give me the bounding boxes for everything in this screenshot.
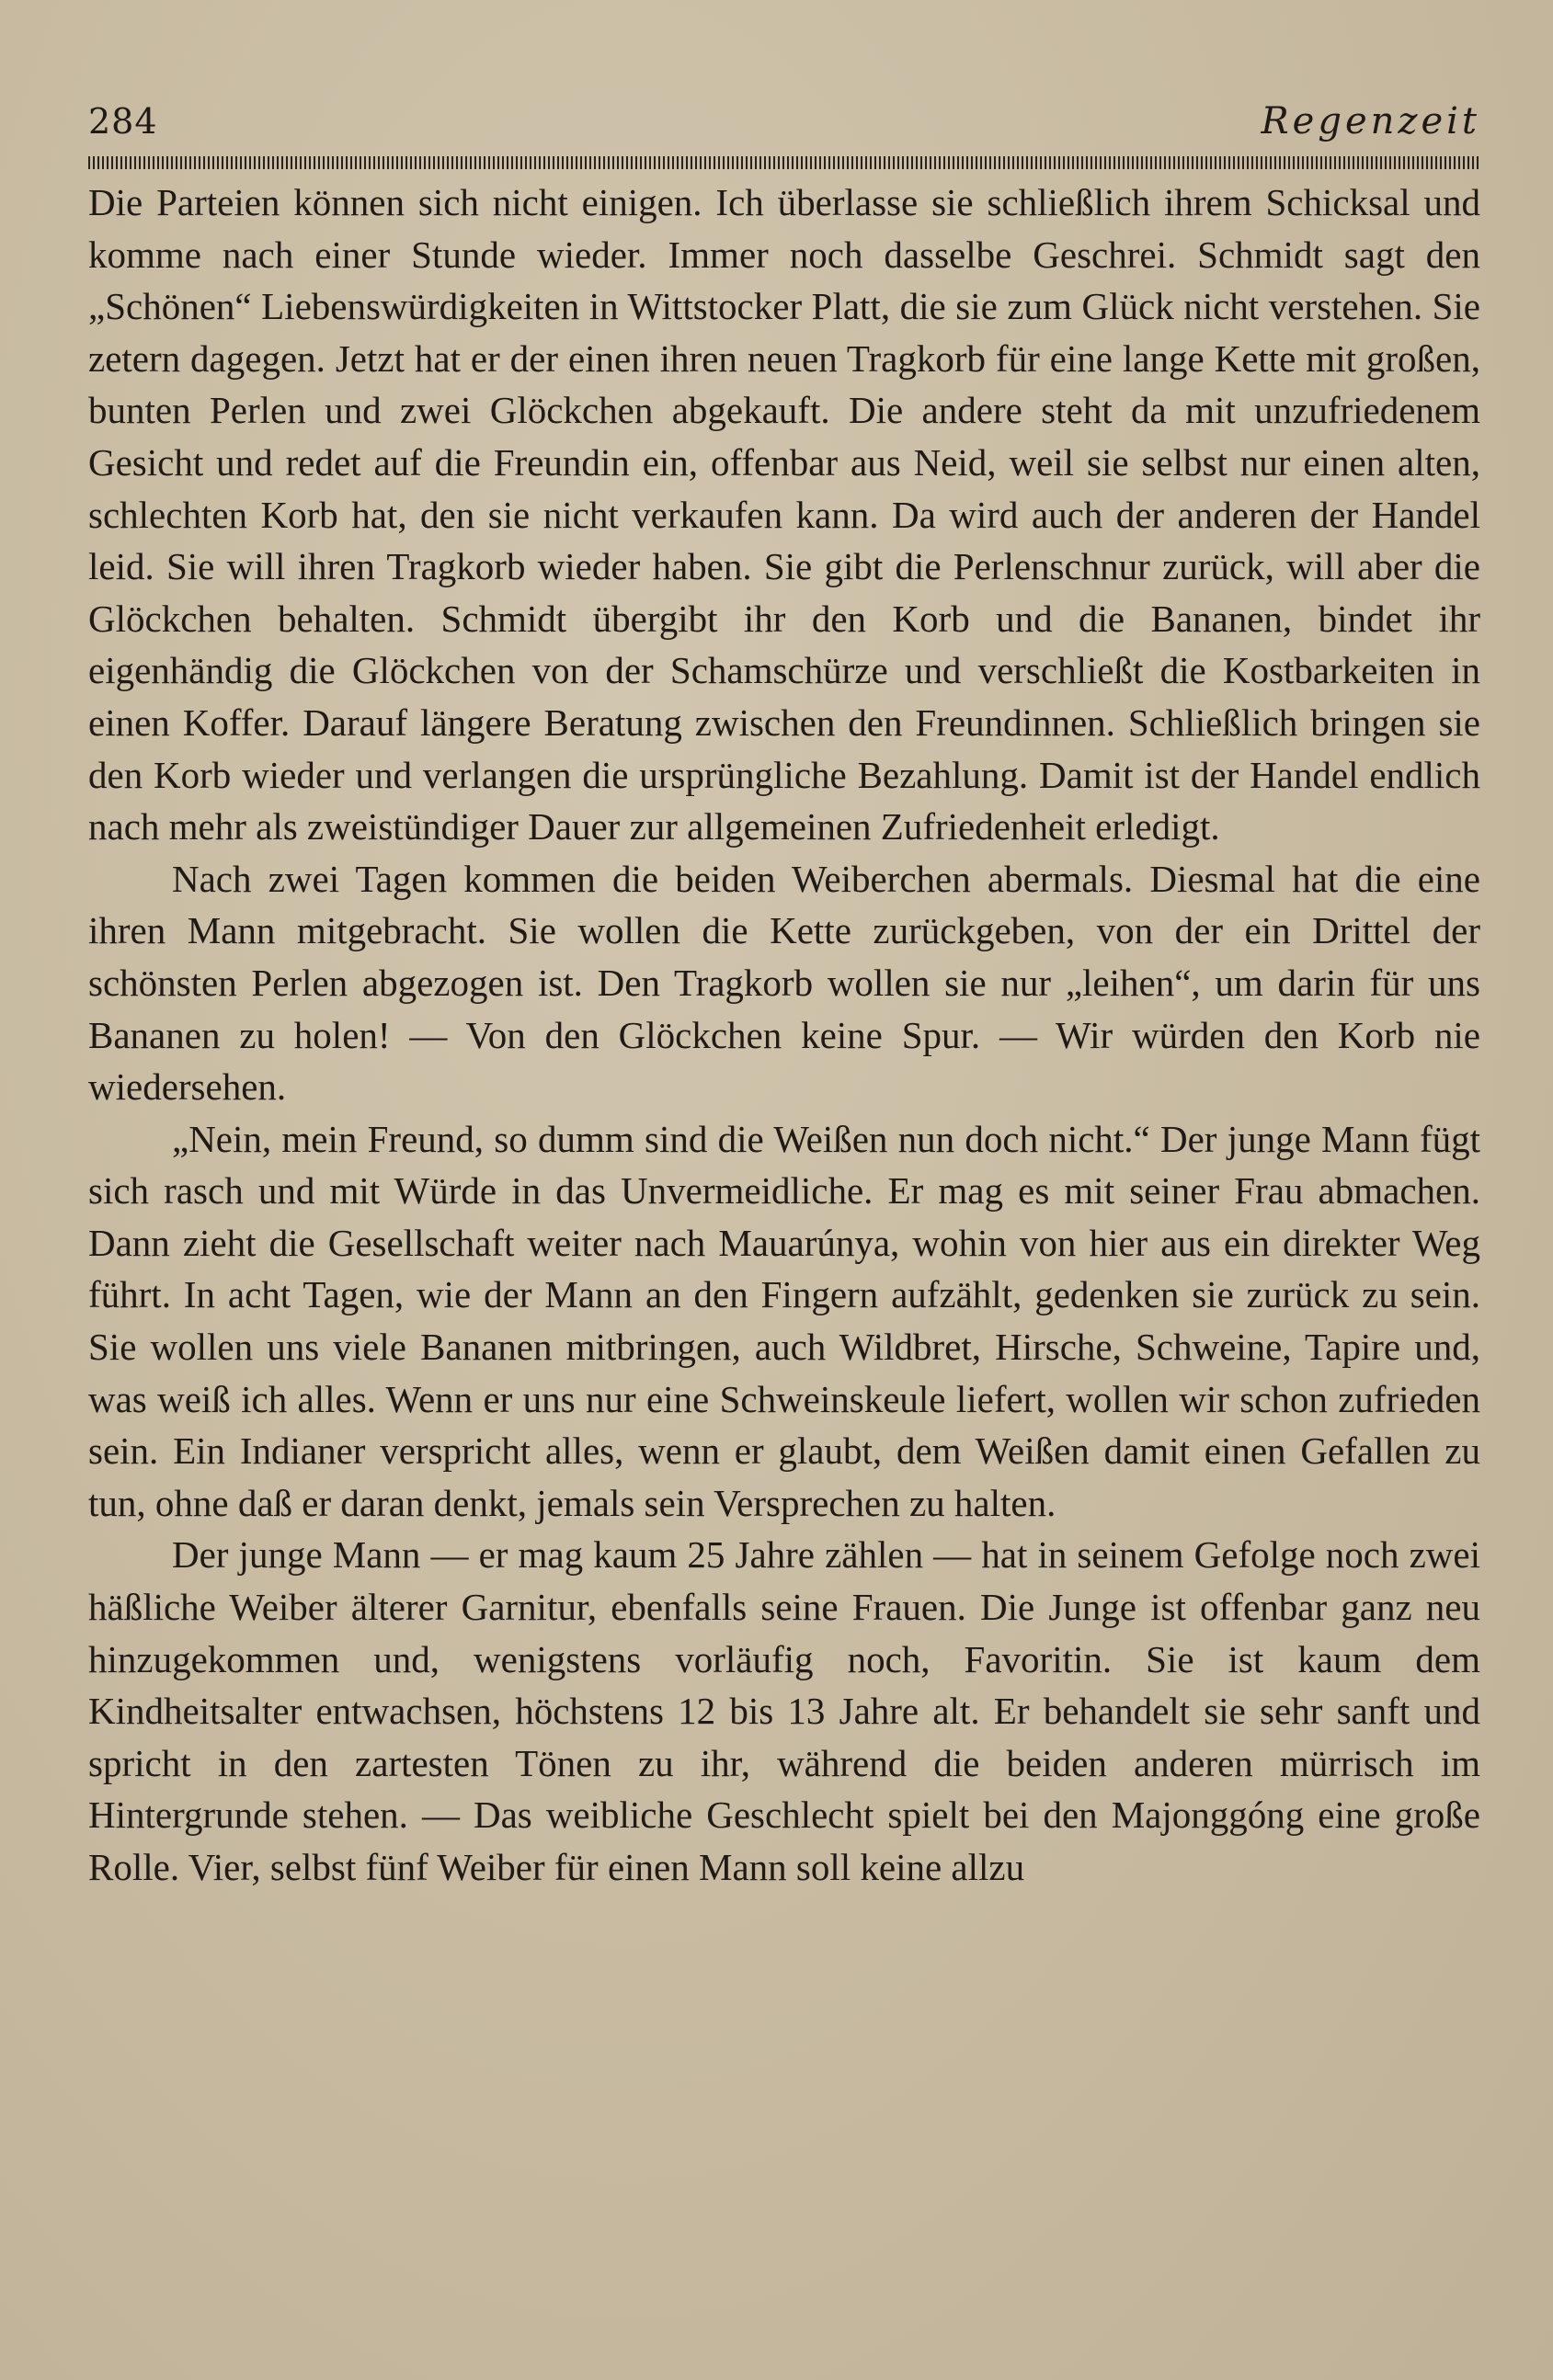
paragraph-3: „Nein, mein Freund, so dumm sind die Weißen nun doch nicht.“ Der junge Mann fügt sich rasch und mit Würde in das Unvermeidliche. Er mag es mit seiner Frau abmachen. Dann zieht die Gesellschaft weiter nach Mauarúnya, wohin von hier aus ein direkter Weg führt. In acht Tagen, wie der Mann an den Fingern aufzählt, gedenken sie zurück zu sein. Sie wollen uns viele Bananen mitbringen, auch Wildbret, Hirsche, Schweine, Tapire und, was weiß ich alles. Wenn er uns nur eine Schweinskeule liefert, wollen wir schon zufrieden sein. Ein Indianer verspricht alles, wenn er glaubt, dem Weißen damit einen Gefallen zu tun, ohne daß er daran denkt, jemals sein Versprechen zu halten.	[88, 1117, 1480, 1524]
running-head	[88, 99, 1480, 151]
body-text	[88, 177, 1480, 1894]
running-title: Regenzeit	[1261, 100, 1480, 142]
paragraph-1: Die Parteien können sich nicht einigen. Ich überlasse sie schließlich ihrem Schicksal und komme nach einer Stunde wieder. Immer noch dasselbe Geschrei. Schmidt sagt den „Schönen“ Liebenswürdigkeiten in Wittstocker Platt, die sie zum Glück nicht verstehen. Sie zetern dagegen. Jetzt hat er der einen ihren neuen Tragkorb für eine lange Kette mit großen, bunten Perlen und zwei Glöckchen abgekauft. Die andere steht da mit unzufriedenem Gesicht und redet auf die Freundin ein, offenbar aus Neid, weil sie selbst nur einen alten, schlechten Korb hat, den sie nicht verkaufen kann. Da wird auch der anderen der Handel leid. Sie will ihren Tragkorb wieder haben. Sie gibt die Perlenschnur zurück, will aber die Glöckchen behalten. Schmidt übergibt ihr den Korb und die Bananen, bindet ihr eigenhändig die Glöckchen von der Schamschürze und verschließt die Kostbarkeiten in einen Koffer. Darauf längere Beratung zwischen den Freundinnen. Schließlich bringen sie den Korb wieder und verlangen die ursprüngliche Bezahlung. Damit ist der Handel endlich nach mehr als zweistündiger Dauer zur allgemeinen Zufriedenheit erledigt.	[88, 181, 1480, 848]
header-rule	[88, 156, 1480, 169]
page-number: 284	[88, 101, 158, 142]
paragraph-4: Der junge Mann — er mag kaum 25 Jahre zählen — hat in seinem Gefolge noch zwei häßliche Weiber älterer Garnitur, ebenfalls seine Frauen. Die Junge ist offenbar ganz neu hinzugekommen und, wenigstens vorläufig noch, Favoritin. Sie ist kaum dem Kindheitsalter entwachsen, höchstens 12 bis 13 Jahre alt. Er behandelt sie sehr sanft und spricht in den zartesten Tönen zu ihr, während die beiden anderen mürrisch im Hintergrunde stehen. — Das weibliche Geschlecht spielt bei den Majonggóng eine große Rolle. Vier, selbst fünf Weiber für einen Mann soll keine allzu	[88, 1533, 1480, 1888]
paragraph-2: Nach zwei Tagen kommen die beiden Weiberchen abermals. Diesmal hat die eine ihren Mann mitgebracht. Sie wollen die Kette zurückgeben, von der ein Drittel der schönsten Perlen abgezogen ist. Den Tragkorb wollen sie nur „leihen“, um darin für uns Bananen zu holen! — Von den Glöckchen keine Spur. — Wir würden den Korb nie wiedersehen.	[88, 857, 1480, 1109]
book-page	[88, 99, 1480, 2306]
